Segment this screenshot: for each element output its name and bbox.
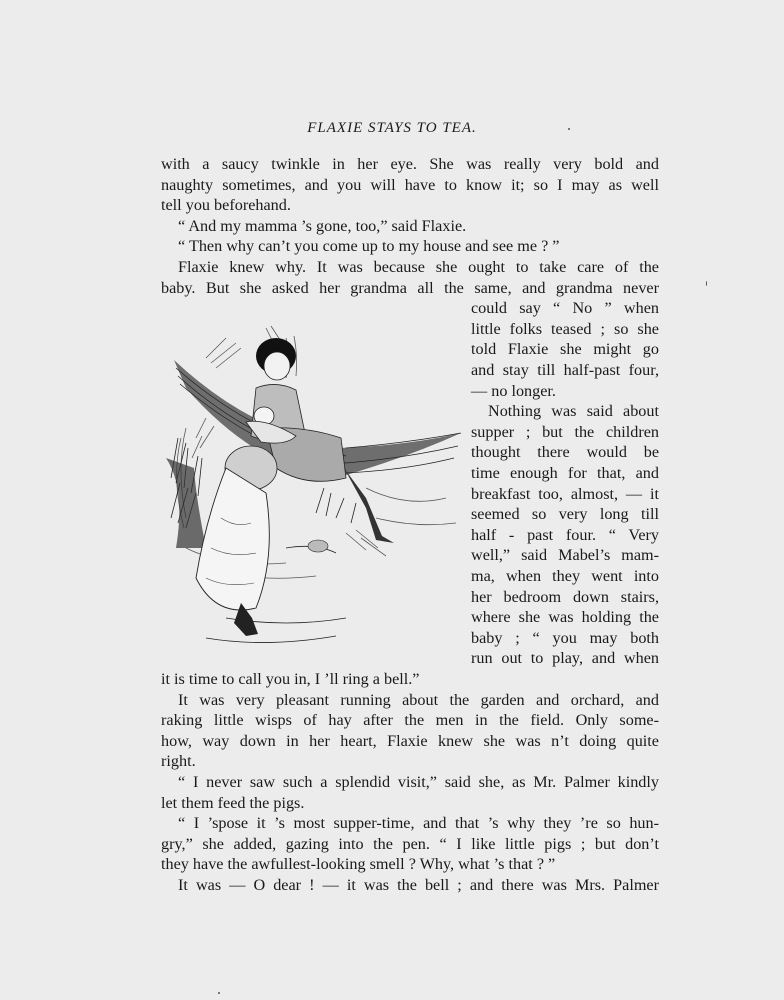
ink-speck [706,281,707,286]
text-line: “ I never saw such a splendid visit,” said she, as Mr. Palmer kindly [178,773,659,791]
text-line: time enough for that, and [471,464,659,482]
text-line: thought there would be [471,443,659,462]
ink-speck [218,992,220,994]
text-line: “ I ’spose it ’s most supper-time, and that ’s why they ’re so hun- [178,814,659,833]
text-line: gry,” she added, gazing into the pen. “ I like little pigs ; but don’t [161,834,659,853]
text-line: “ Then why can’t you come up to my house and see me ? ” [178,237,560,256]
text-line: told Flaxie she might go [471,340,659,359]
text-line: baby ; “ you may both [471,628,659,647]
text-line: It was — O dear ! — it was the bell ; and there was Mrs. Palmer [178,876,659,894]
text-line: let them feed the pigs. [161,793,305,812]
text-line: with a saucy twinkle in her eye. She was really very bold and [161,155,659,173]
text-line: it is time to call you in, I ’ll ring a bell.” [161,670,420,688]
text-line: baby. But she asked her grandma all the same, and grandma never [161,278,659,297]
text-line: It was very pleasant running about the garden and orchard, and [178,690,659,709]
text-line: raking little wisps of hay after the men in the field. Only some- [161,711,659,730]
text-line: half - past four. “ Very [471,525,659,544]
text-line: where she was holding the [471,608,659,627]
text-line: and stay till half-past four, [471,361,659,379]
text-line: naughty sometimes, and you will have to know it; so I may as well [161,175,659,194]
text-line: ma, when they went into [471,567,659,585]
text-line: tell you beforehand. [161,196,291,215]
text-line: supper ; but the children [471,422,659,441]
text-line: how, way down in her heart, Flaxie knew she was n’t doing quite [161,731,659,750]
text-line: seemed so very long till [471,505,659,524]
text-line: right. [161,752,196,771]
ink-speck [568,128,570,130]
text-line: — no longer. [471,381,556,400]
hammock-illustration [166,318,466,643]
text-line: Flaxie knew why. It was because she ought to take care of the [178,258,659,276]
text-line: “ And my mamma ’s gone, too,” said Flaxie. [178,216,467,235]
text-line: well,” said Mabel’s mam- [471,546,659,565]
text-line: run out to play, and when [471,649,659,668]
running-head: FLAXIE STAYS TO TEA. [307,120,477,136]
text-line: could say “ No ” when [471,299,659,318]
text-line: they have the awfullest-looking smell ? Why, what ’s that ? ” [161,855,556,874]
text-line: Nothing was said about [488,402,659,421]
text-line: her bedroom down stairs, [471,587,659,606]
text-line: little folks teased ; so she [471,319,659,338]
text-line: breakfast too, almost, — it [471,484,659,503]
